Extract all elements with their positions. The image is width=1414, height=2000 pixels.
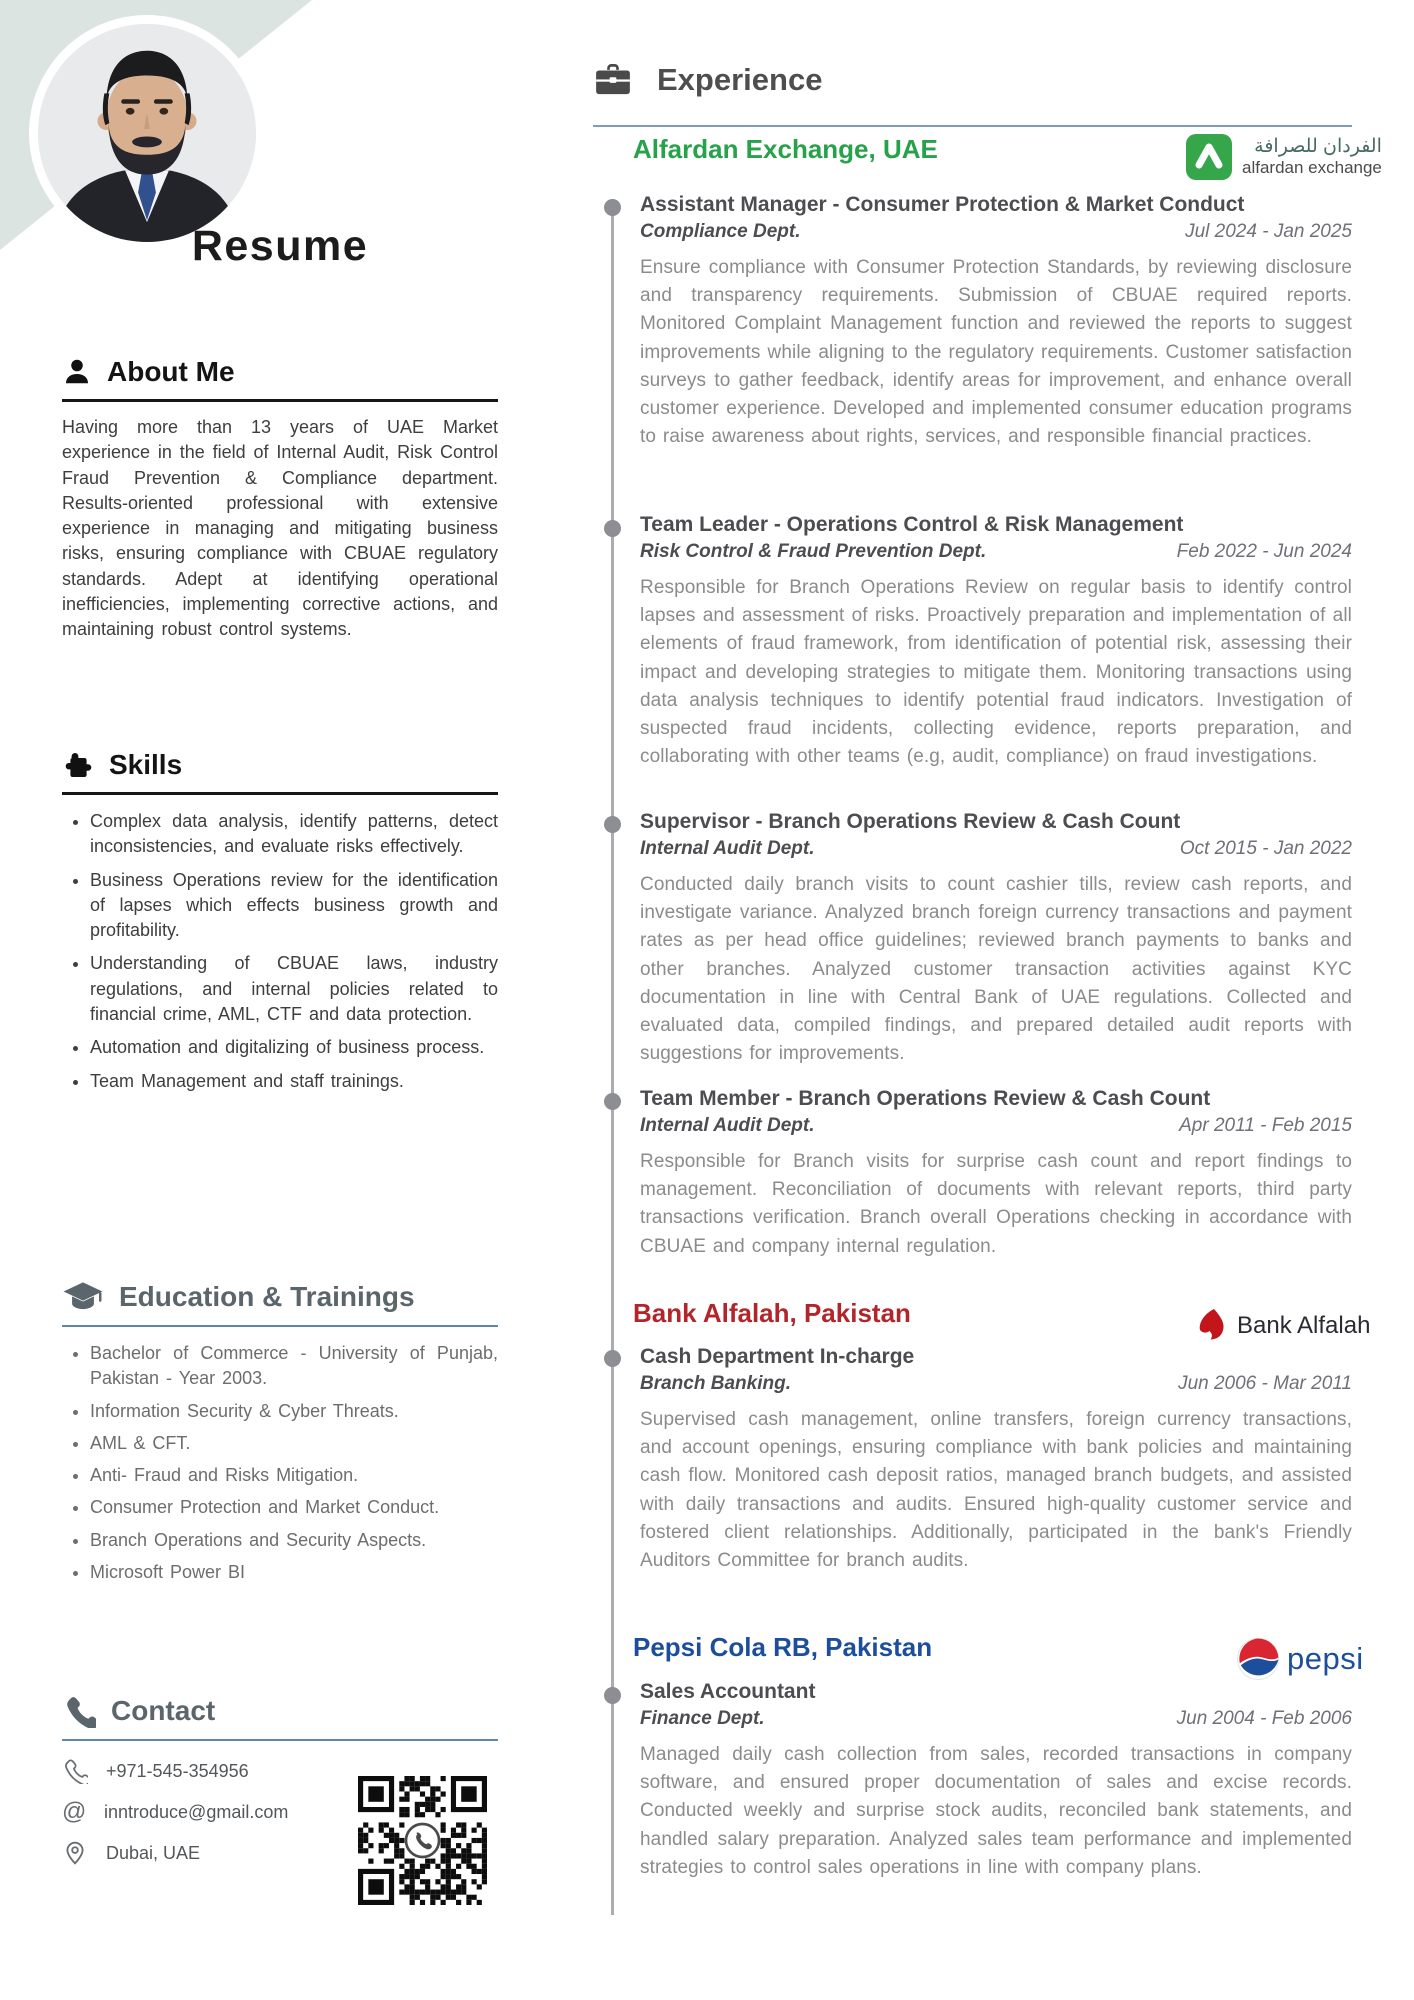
location-pin-icon bbox=[62, 1840, 88, 1866]
education-section bbox=[62, 1280, 498, 1592]
alfalah-wordmark: Bank Alfalah bbox=[1237, 1312, 1371, 1339]
experience-timeline bbox=[611, 207, 614, 1915]
page-title: Resume bbox=[191, 222, 369, 270]
contact-heading bbox=[62, 1694, 498, 1728]
skill-item: • Team Management and staff trainings. bbox=[90, 1069, 498, 1094]
role-title: Team Member - Branch Operations Review & Cash Count bbox=[640, 1087, 1211, 1110]
contact-email[interactable]: inntroduce@gmail.com bbox=[104, 1801, 289, 1822]
role-entry bbox=[640, 1085, 1352, 1261]
skill-item: • Understanding of CBUAE laws, industry regulations, and internal policies related to financial crime, AML, CTF and data protection. bbox=[90, 951, 498, 1027]
skill-item: • Business Operations review for the identification of lapses which effects business growth and profitability. bbox=[90, 868, 498, 944]
education-list bbox=[62, 1341, 498, 1585]
role-department: Compliance Dept. bbox=[640, 221, 801, 242]
about-heading-label: About Me bbox=[107, 356, 235, 387]
role-description: Supervised cash management, online transfers, foreign currency transactions, and account openings, ensuring compliance with bank policies and maintaining cash flow. Monitored cash deposit ratios, managed branch budgets, and assisted with daily transactions and audits. Ensured high-quality customer service and fostered client relationships. Additionally, participated in the bank's Friendly Auditors Committee for branch audits. bbox=[640, 1409, 1352, 1572]
alfardan-latin-wordmark: alfardan exchange bbox=[1242, 158, 1382, 178]
education-heading bbox=[62, 1280, 498, 1314]
role-entry bbox=[640, 511, 1352, 771]
portrait-illustration bbox=[38, 24, 256, 242]
education-rule bbox=[62, 1325, 498, 1327]
bank-alfalah-logo bbox=[1198, 1308, 1370, 1344]
role-description: Conducted daily branch visits to count cashier tills, review cash reports, and investigate variance. Analyzed branch foreign currency transactions and payment rates as per head office guidelines; reviewed branch payments to banks and other branches. Analyzed customer transaction activities against KYC documentation in line with Central Bank of UAE regulations. Collected and evaluated data, compiled findings, and prepared detailed audit reports with suggestions for improvements. bbox=[640, 874, 1352, 1065]
briefcase-icon bbox=[595, 64, 631, 96]
company-name-pepsi: Pepsi Cola RB, Pakistan bbox=[633, 1632, 933, 1662]
role-department: Internal Audit Dept. bbox=[640, 838, 815, 859]
timeline-dot bbox=[604, 1093, 621, 1110]
education-item: • Bachelor of Commerce - University of Punjab, Pakistan - Year 2003. bbox=[90, 1341, 498, 1392]
skills-heading bbox=[62, 749, 498, 781]
experience-heading bbox=[595, 62, 822, 98]
skill-item: • Complex data analysis, identify patterns, detect inconsistencies, and evaluate risks effectively. bbox=[90, 809, 498, 860]
role-department: Risk Control & Fraud Prevention Dept. bbox=[640, 541, 987, 562]
role-department: Internal Audit Dept. bbox=[640, 1115, 815, 1136]
role-title: Cash Department In-charge bbox=[640, 1345, 915, 1368]
role-title: Team Leader - Operations Control & Risk Management bbox=[640, 513, 1184, 536]
role-department: Finance Dept. bbox=[640, 1708, 765, 1729]
role-dates: Jun 2004 - Feb 2006 bbox=[1176, 1708, 1352, 1729]
contact-location: Dubai, UAE bbox=[106, 1842, 201, 1863]
role-description: Managed daily cash collection from sales, recorded transactions in company software, and ensured proper documentation of sales and excise records. Conducted weekly and surprise stock audits, reconciled bank statements, and handled salary preparation. Analyzed sales team performance and implemented strategies to control sales operations in line with company plans. bbox=[640, 1744, 1352, 1878]
phone-icon bbox=[62, 1694, 96, 1728]
pepsi-globe-icon bbox=[1237, 1638, 1279, 1680]
role-department: Branch Banking. bbox=[640, 1373, 791, 1394]
education-item: • Branch Operations and Security Aspects. bbox=[90, 1528, 498, 1553]
role-dates: Oct 2015 - Jan 2022 bbox=[1179, 838, 1352, 859]
alfardan-mark-icon bbox=[1186, 134, 1232, 180]
skill-item: • Automation and digitalizing of business process. bbox=[90, 1035, 498, 1060]
contact-phone[interactable]: +971-545-354956 bbox=[106, 1760, 249, 1781]
about-text: Having more than 13 years of UAE Market experience in the field of Internal Audit, Risk Control Fraud Prevention & Compliance department. Results-oriented professional with extensive experience in managing and mitigating business risks, ensuring compliance with CBUAE regulatory standards. Adept at identifying operational inefficiencies, implementing corrective actions, and maintaining robust control systems. bbox=[62, 417, 498, 640]
timeline-dot bbox=[604, 816, 621, 833]
timeline-dot bbox=[604, 199, 621, 216]
timeline-dot bbox=[604, 1350, 621, 1367]
experience-rule bbox=[593, 125, 1352, 127]
skills-list bbox=[62, 809, 498, 1094]
education-item: • Information Security & Cyber Threats. bbox=[90, 1399, 498, 1424]
experience-heading-label: Experience bbox=[657, 62, 823, 97]
role-dates: Jun 2006 - Mar 2011 bbox=[1178, 1373, 1352, 1394]
role-entry bbox=[640, 1678, 1352, 1882]
role-description: Ensure compliance with Consumer Protection Standards, by reviewing disclosure and transparency requirements. Submission of CBUAE required reports. Monitored Complaint Management function and reviewed the reports to suggest improvements while aligning to the regulatory requirements. Customer satisfaction surveys to gather feedback, identify areas for improvement, and enhance overall customer experience. Developed and implemented consumer education programs to raise awareness about rights, services, and responsible financial practices. bbox=[640, 257, 1352, 448]
pepsi-wordmark: pepsi bbox=[1287, 1641, 1364, 1676]
skills-rule bbox=[62, 792, 498, 795]
contact-rule bbox=[62, 1739, 498, 1741]
education-item: • Microsoft Power BI bbox=[90, 1560, 498, 1585]
role-title: Supervisor - Branch Operations Review & Cash Count bbox=[640, 810, 1181, 833]
about-rule bbox=[62, 399, 498, 402]
skills-section bbox=[62, 749, 498, 1102]
timeline-dot bbox=[604, 1687, 621, 1704]
role-description: Responsible for Branch Operations Review on regular basis to identify control lapses and assessment of risks. Proactively preparation and implementation of all elements of fraud framework, from identification of potential risk, assessing their impact and developing strategies to mitigate them. Monitoring transactions using data analysis techniques to identify potential fraud indicators. Investigation of suspected fraud incidents, collecting evidence, reports preparation, and collaborating with other teams (e.g, audit, compliance) on fraud investigations. bbox=[640, 577, 1352, 768]
role-dates: Feb 2022 - Jun 2024 bbox=[1176, 541, 1352, 562]
company-name-bank-alfalah: Bank Alfalah, Pakistan bbox=[633, 1298, 911, 1328]
timeline-dot bbox=[604, 520, 621, 537]
role-dates: Apr 2011 - Feb 2015 bbox=[1179, 1115, 1352, 1136]
profile-photo bbox=[38, 24, 256, 242]
role-entry bbox=[640, 191, 1352, 451]
education-item: • Consumer Protection and Market Conduct. bbox=[90, 1495, 498, 1520]
role-entry bbox=[640, 808, 1352, 1068]
company-name-alfardan: Alfardan Exchange, UAE bbox=[633, 134, 938, 164]
skills-heading-label: Skills bbox=[109, 749, 183, 780]
role-title: Assistant Manager - Consumer Protection & Market Conduct bbox=[640, 193, 1245, 216]
pepsi-logo bbox=[1237, 1638, 1364, 1680]
contact-heading-label: Contact bbox=[111, 1695, 216, 1726]
phone-outline-icon bbox=[62, 1758, 88, 1784]
at-icon: @ bbox=[62, 1798, 87, 1825]
alfardan-exchange-logo bbox=[1186, 134, 1382, 180]
education-item: • AML & CFT. bbox=[90, 1431, 498, 1456]
role-title: Sales Accountant bbox=[640, 1680, 816, 1703]
about-section bbox=[62, 356, 498, 643]
alfardan-arabic-wordmark: الفردان للصرافة bbox=[1254, 136, 1382, 158]
alfalah-flame-icon bbox=[1198, 1308, 1228, 1344]
role-entry bbox=[640, 1343, 1352, 1575]
about-heading bbox=[62, 356, 498, 388]
graduation-cap-icon bbox=[62, 1280, 104, 1314]
education-heading-label: Education & Trainings bbox=[119, 1281, 415, 1312]
role-dates: Jul 2024 - Jan 2025 bbox=[1185, 221, 1352, 242]
role-description: Responsible for Branch visits for surprise cash count and report findings to management. Reconciliation of documents with relevant reports, third party transactions verification. Branch overall Operations checking in accordance with CBUAE and company internal regulation. bbox=[640, 1151, 1352, 1257]
person-icon bbox=[62, 357, 92, 387]
education-item: • Anti- Fraud and Risks Mitigation. bbox=[90, 1463, 498, 1488]
whatsapp-icon bbox=[406, 1824, 439, 1857]
qr-code[interactable] bbox=[358, 1776, 487, 1905]
puzzle-icon bbox=[62, 749, 94, 781]
